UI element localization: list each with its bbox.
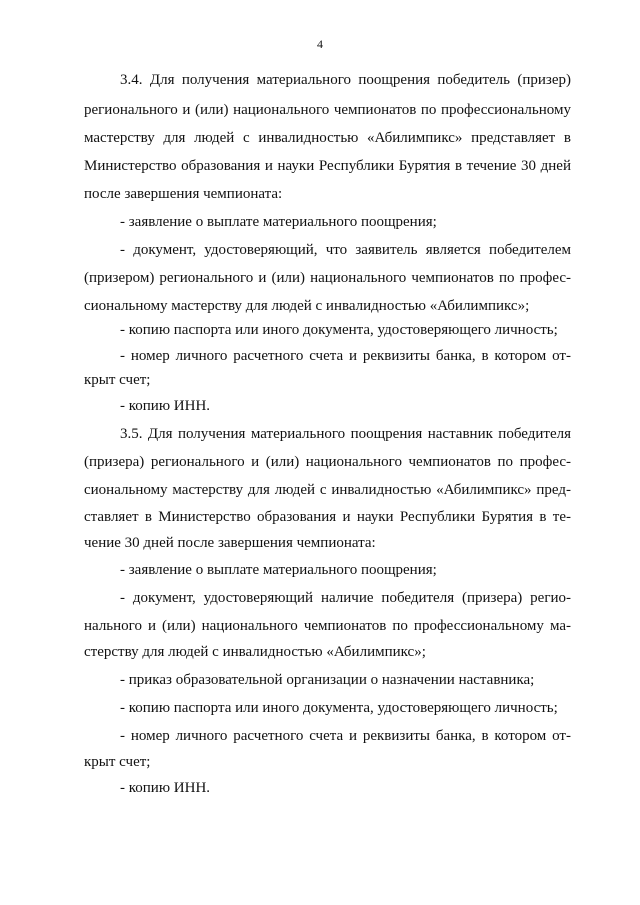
list-item: - заявление о выплате материального поощрения; [120,214,437,230]
page-number: 4 [317,37,323,51]
list-item: - документ, удостоверяющий наличие победителя (призера) регио- [120,590,571,606]
list-item: - копию паспорта или иного документа, удостоверяющего личность; [120,322,558,338]
list-item-continuation: крыт счет; [84,754,151,770]
list-item-continuation: (призером) регионального и (или) национального чемпионатов по профес- [84,270,571,286]
paragraph-3-4-line: мастерству для людей с инвалидностью «Абилимпикс» представляет в [84,130,571,146]
list-item-continuation: сиональному мастерству для людей с инвалидностью «Абилимпикс»; [84,298,530,314]
paragraph-3-4-line: Министерство образования и науки Республики Бурятия в течение 30 дней [84,158,571,174]
paragraph-3-5-line: чение 30 дней после завершения чемпионата: [84,535,376,551]
list-item: - документ, удостоверяющий, что заявитель является победителем [120,242,571,258]
list-item: - копию паспорта или иного документа, удостоверяющего личность; [120,700,558,716]
list-item: - номер личного расчетного счета и реквизиты банка, в котором от- [120,728,571,744]
list-item: - копию ИНН. [120,780,211,796]
list-item: - номер личного расчетного счета и реквизиты банка, в котором от- [120,348,571,364]
list-item: - приказ образовательной организации о назначении наставника; [120,672,535,688]
paragraph-3-5-line: (призера) регионального и (или) национального чемпионатов по профес- [84,454,571,470]
paragraph-3-4-line: после завершения чемпионата: [84,186,283,202]
paragraph-3-5-line: 3.5. Для получения материального поощрения наставник победителя [120,426,571,442]
list-item-continuation: нального и (или) национального чемпионатов по профессиональному ма- [84,618,571,634]
paragraph-3-4-line: регионального и (или) национального чемпионатов по профессиональному [84,102,571,118]
list-item-continuation: крыт счет; [84,372,151,388]
paragraph-3-5-line: ставляет в Министерство образования и науки Республики Бурятия в те- [84,509,571,525]
paragraph-3-5-line: сиональному мастерству для людей с инвалидностью «Абилимпикс» пред- [84,482,571,498]
list-item: - заявление о выплате материального поощрения; [120,562,437,578]
list-item: - копию ИНН. [120,398,211,414]
paragraph-3-4-line: 3.4. Для получения материального поощрения победитель (призер) [120,72,571,88]
list-item-continuation: стерству для людей с инвалидностью «Абилимпикс»; [84,644,426,660]
